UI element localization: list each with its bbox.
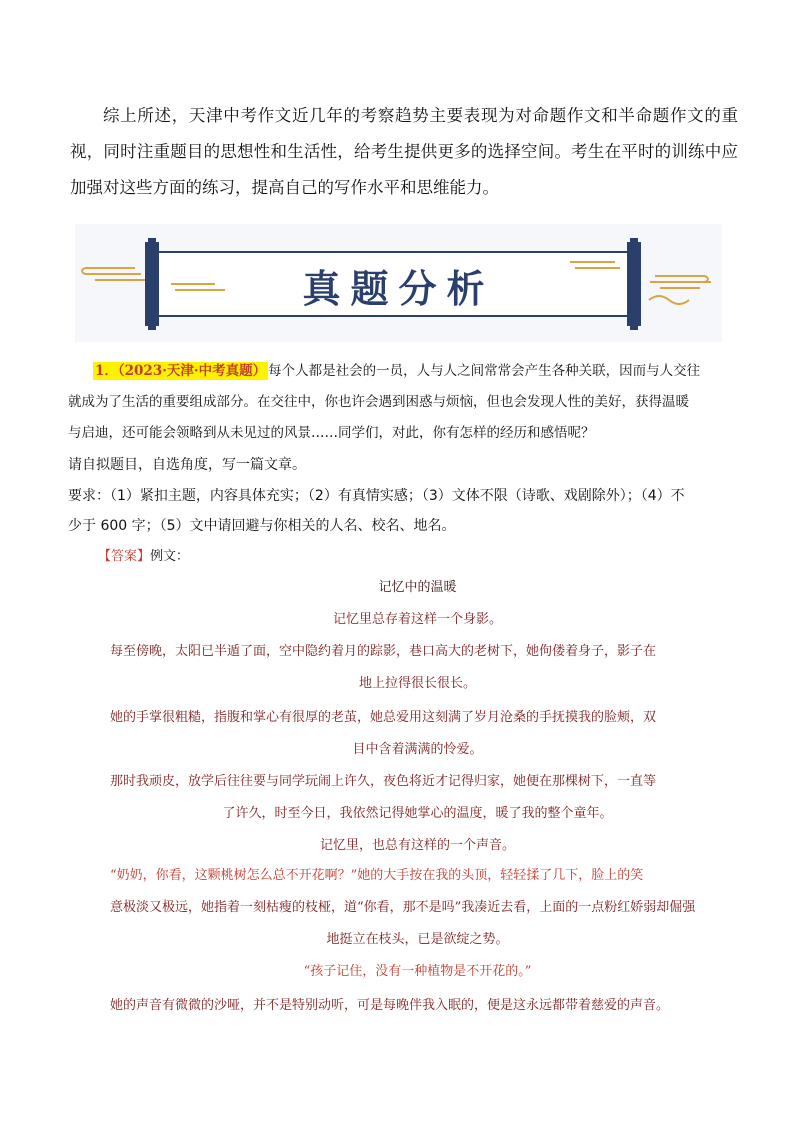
question-text-line3: 与启迪，还可能会领略到从未见过的风景……同学们，对此，你有怎样的经历和感悟呢？ [68, 425, 595, 441]
essay-paragraph-4a: 那时我顽皮，放学后往往要与同学玩闹上许久，夜色将近才记得归家，她便在那棵树下，一直等 [110, 774, 657, 789]
answer-heading [98, 546, 189, 568]
essay-title: 记忆中的温暖 [378, 580, 457, 595]
essay-paragraph-2b: 地上拉得很长很长。 [358, 676, 476, 691]
essay-paragraph-8: 她的声音有微微的沙哑，并不是特别动听，可是每晚伴我入眠的，便是这永远都带着慈爱的声音。 [110, 998, 670, 1013]
question-source-tag: 1．（2023·天津·中考真题） [95, 363, 267, 379]
essay-paragraph-6a: “奶奶，你看，这颗桃树怎么总不开花啊？”她的大手按在我的头顶，轻轻揉了几下，脸上的笑 [110, 868, 644, 883]
essay-paragraph-5: 记忆里，也总有这样的一个声音。 [319, 838, 515, 853]
answer-tag: 【答案】 [98, 549, 151, 564]
essay-paragraph-3b: 目中含着满满的怜爱。 [352, 742, 483, 757]
question-continuation [68, 387, 733, 449]
question-requirements-line1: 要求：（1）紧扣主题，内容具体充实；（2）有真情实感；（3）文体不限（诗歌、戏剧除外）；（4）不 [68, 488, 685, 504]
essay-paragraph-3a: 她的手掌很粗糙，指腹和掌心有很厚的老茧，她总爱用这刻满了岁月沧桑的手抚摸我的脸颊，双 [110, 710, 657, 725]
summary-paragraph: 综上所述，天津中考作文近几年的考察趋势主要表现为对命题作文和半命题作文的重视，同时注重题目的思想性和生活性，给考生提供更多的选择空间。考生在平时的训练中应加强对这些方面的练习，提高自己的写作水平和思维能力。 [70, 106, 738, 197]
essay-paragraph-6b: 意极淡又极远，她指着一刻枯瘦的枝桠，道“你看，那不是吗”我凑近去看，上面的一点粉红娇弱却倔强 [110, 900, 696, 915]
question-text-line1: 每个人都是社会的一员，人与人之间常常会产生各种关联，因而与人交往 [268, 363, 701, 379]
question-instruction: 请自拟题目，自选角度，写一篇文章。 [68, 457, 306, 473]
essay-paragraph-4b: 了许久，时至今日，我依然记得她掌心的温度，暖了我的整个童年。 [222, 806, 613, 821]
essay-paragraph-7: “孩子记住，没有一种植物是不开花的。” [303, 964, 532, 979]
answer-label: 例文： [150, 549, 190, 564]
essay-paragraph-6c: 地挺立在枝头，已是欲绽之势。 [326, 932, 509, 947]
essay-paragraph-2a: 每至傍晚，太阳已半遁了面，空中隐约着月的踪影，巷口高大的老树下，她佝偻着身子，影子在 [110, 644, 657, 659]
question-requirements-line2: 少于 600 字；（5）文中请回避与你相关的人名、校名、地名。 [68, 518, 456, 534]
section-banner [75, 224, 722, 342]
banner-title: 真题分析 [302, 266, 495, 311]
question-text-line2: 就成为了生活的重要组成部分。在交往中，你也许会遇到困惑与烦恼，但也会发现人性的美好，获得温暖 [68, 394, 689, 410]
essay-paragraph-1: 记忆里总存着这样一个身影。 [332, 612, 502, 627]
question-first-line [93, 356, 733, 387]
